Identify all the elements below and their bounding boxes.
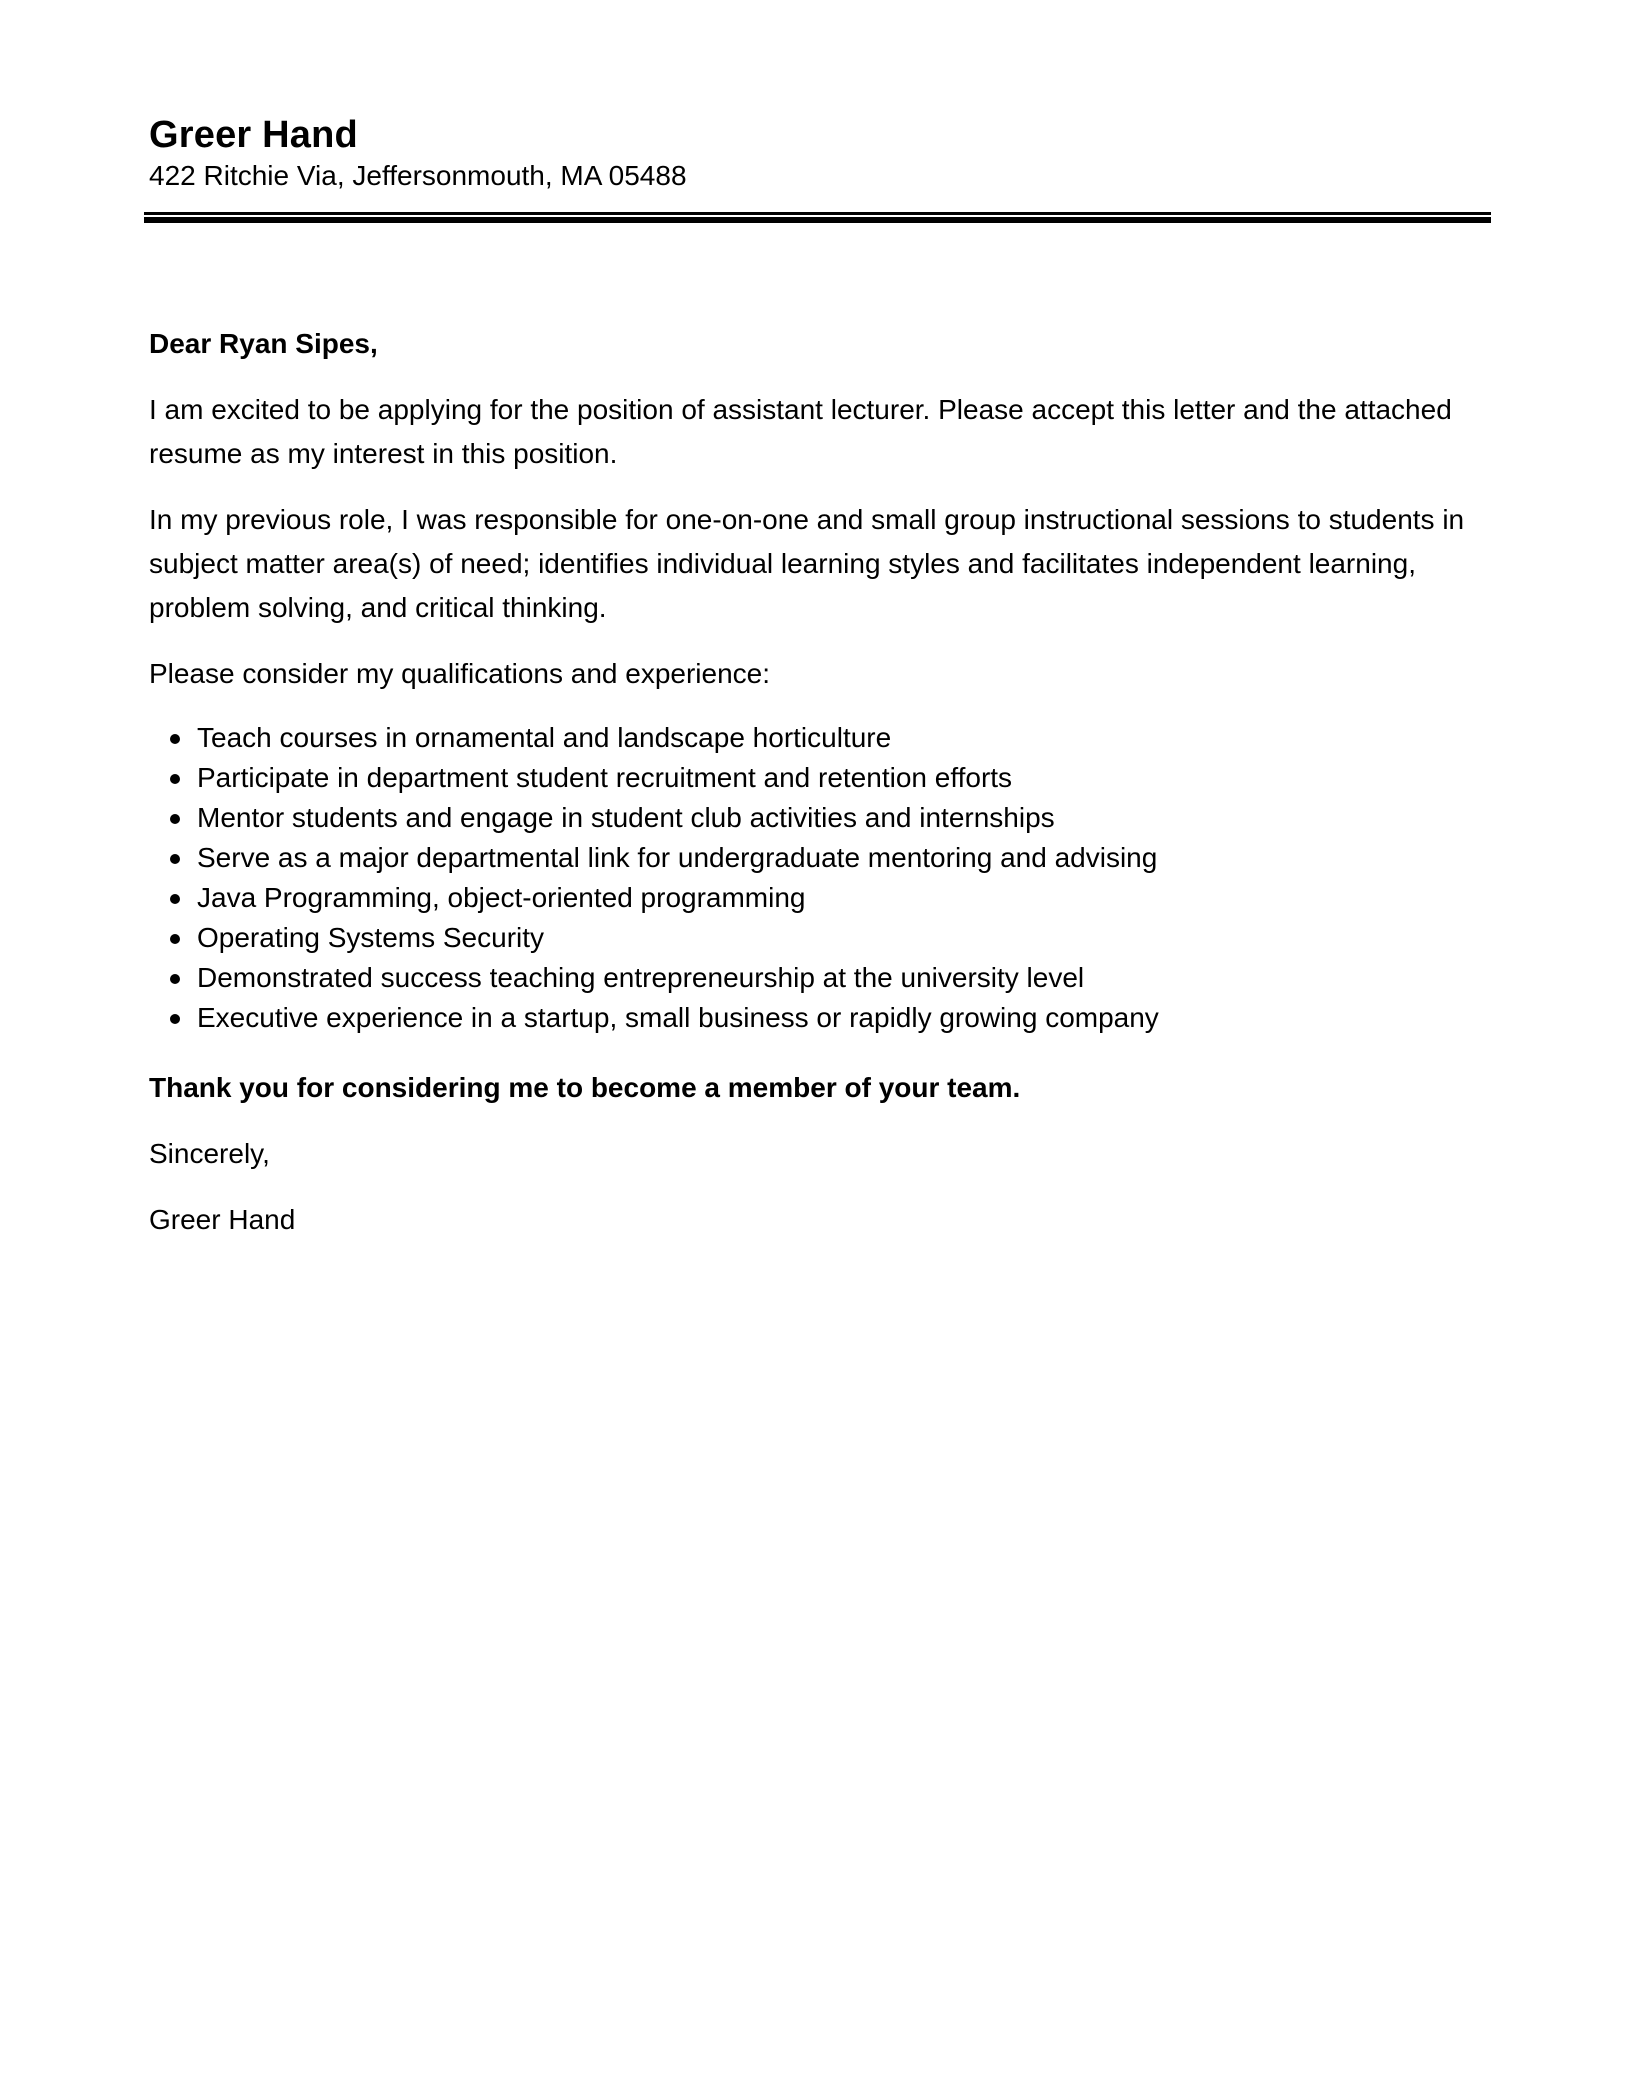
list-item — [149, 918, 1494, 958]
salutation: Dear Ryan Sipes, — [149, 328, 378, 359]
list-item-text: Participate in department student recruitment and retention efforts — [197, 762, 1013, 793]
bullet-icon — [170, 734, 180, 744]
paragraph-qualifications-lead: Please consider my qualifications and experience: — [149, 658, 771, 689]
letter-body — [149, 322, 1494, 1264]
closing-statement: Thank you for considering me to become a member of your team. — [149, 1072, 1021, 1103]
qualifications-list — [149, 718, 1494, 1038]
bullet-icon — [170, 974, 180, 984]
letter-header — [149, 112, 1489, 194]
sender-name: Greer Hand — [149, 114, 358, 156]
list-item — [149, 758, 1494, 798]
list-item-text: Teach courses in ornamental and landscape horticulture — [197, 722, 892, 753]
list-item — [149, 718, 1494, 758]
list-item-text: Demonstrated success teaching entrepreneurship at the university level — [197, 962, 1085, 993]
header-divider-thin-line — [144, 212, 1491, 215]
list-item-text: Java Programming, object-oriented programming — [197, 882, 806, 913]
list-item — [149, 878, 1494, 918]
list-item — [149, 838, 1494, 878]
list-item — [149, 998, 1494, 1038]
signature-name: Greer Hand — [149, 1204, 296, 1235]
list-item-text: Executive experience in a startup, small business or rapidly growing company — [197, 1002, 1159, 1033]
list-item-text: Mentor students and engage in student club activities and internships — [197, 802, 1055, 833]
header-divider — [144, 212, 1491, 223]
list-item — [149, 798, 1494, 838]
bullet-icon — [170, 774, 180, 784]
bullet-icon — [170, 814, 180, 824]
header-divider-thick-line — [144, 217, 1491, 223]
list-item-text: Operating Systems Security — [197, 922, 545, 953]
signoff: Sincerely, — [149, 1138, 270, 1169]
paragraph-intro: I am excited to be applying for the position of assistant lecturer. Please accept this letter and the attached resume as my interest in this position. — [149, 394, 1452, 469]
bullet-icon — [170, 894, 180, 904]
bullet-icon — [170, 1014, 180, 1024]
list-item-text: Serve as a major departmental link for undergraduate mentoring and advising — [197, 842, 1158, 873]
list-item — [149, 958, 1494, 998]
bullet-icon — [170, 854, 180, 864]
sender-address: 422 Ritchie Via, Jeffersonmouth, MA 05488 — [149, 160, 687, 191]
bullet-icon — [170, 934, 180, 944]
paragraph-previous-role: In my previous role, I was responsible for one-on-one and small group instructional sessions to students in subject matter area(s) of need; identifies individual learning styles and facilitates independent learning, problem solving, and critical thinking. — [149, 504, 1465, 623]
